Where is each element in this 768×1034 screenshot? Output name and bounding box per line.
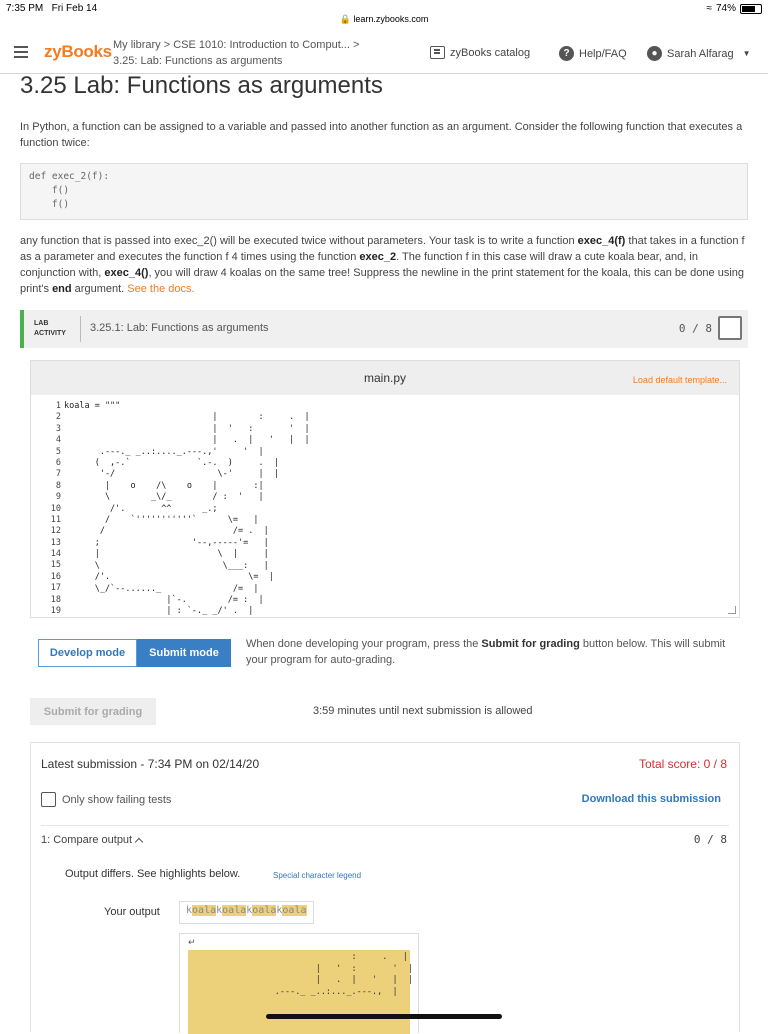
line-number: 17 — [50, 583, 61, 594]
user-icon: ● — [647, 46, 662, 61]
zybooks-logo[interactable]: zyBooks — [44, 42, 112, 61]
status-bar — [0, 0, 768, 14]
divider — [41, 825, 729, 826]
only-failing-toggle[interactable] — [41, 792, 171, 807]
line-number: 12 — [50, 526, 61, 537]
wifi-icon: ≈ — [706, 3, 712, 14]
chevron-up-icon — [135, 837, 143, 845]
submission-countdown: 3:59 minutes until next submission is allowed — [313, 705, 533, 717]
test-name: 1: Compare output — [41, 834, 133, 846]
lab-activity-header — [20, 310, 748, 348]
output-segment: oala — [282, 905, 307, 916]
line-number: 3 — [55, 423, 61, 434]
output-segment: k — [216, 905, 223, 916]
output-segment: k — [246, 905, 253, 916]
url-bar[interactable]: 🔒 learn.zybooks.com — [339, 14, 429, 24]
code-input[interactable] — [64, 401, 734, 617]
catalog-label: zyBooks catalog — [450, 46, 531, 59]
line-number: 4 — [55, 435, 61, 446]
download-submission-link[interactable]: Download this submission — [581, 793, 721, 805]
lab-score: 0 / 8 — [678, 322, 712, 335]
help-label: Help/FAQ — [579, 47, 627, 60]
line-number: 13 — [50, 537, 61, 548]
line-number: 9 — [55, 492, 61, 503]
code-sample: def exec_2(f): f() f() — [20, 163, 748, 220]
resize-handle[interactable] — [728, 606, 736, 614]
output-segment: k — [186, 905, 193, 916]
line-number: 19 — [50, 606, 61, 617]
battery-fill — [742, 6, 755, 12]
chevron-down-icon: ▼ — [742, 49, 751, 58]
code-text: koala = """ | : . | | ' : ' | | . | ' | | .---._ _..:...._.---.,' ' | ( ,-.` `.-. ) . | '-/ \-' | | | o /\ o | :| \ _\/_ / : ' | /'. ^^ _.; / `'''''''''''` \= | / /= . | ; '--,-----'= | | \ | | \ \___: | /'. \= | \_/`--......_ /= | |`-. /= : | | : `-._ _/' . | — [64, 401, 310, 617]
status-time: 7:35 PM Fri Feb 14 — [6, 3, 98, 14]
line-numbers — [31, 401, 61, 617]
help-icon: ? — [559, 46, 574, 61]
test-score: 0 / 8 — [693, 833, 727, 846]
submit-for-grading-button[interactable]: Submit for grading — [30, 698, 156, 725]
mode-help-text: When done developing your program, press the Submit for grading button below. This will submit your program for auto-grading. — [246, 638, 726, 666]
results-panel — [30, 742, 740, 1032]
line-number: 18 — [50, 594, 61, 605]
line-number: 11 — [50, 514, 61, 525]
develop-mode-button[interactable]: Develop mode — [38, 639, 137, 667]
user-name: Sarah Alfarag — [667, 47, 734, 60]
lab-name: 3.25.1: Lab: Functions as arguments — [90, 322, 269, 334]
top-nav — [0, 32, 768, 74]
line-number: 10 — [50, 503, 61, 514]
output-differs-text: Output differs. See highlights below. — [65, 868, 241, 880]
special-character-legend-link[interactable]: Special character legend — [273, 871, 362, 880]
line-number: 2 — [55, 412, 61, 423]
url-text: learn.zybooks.com — [353, 14, 429, 24]
submit-mode-button[interactable]: Submit mode — [137, 639, 231, 667]
lab-activity-tag: LAB ACTIVITY — [34, 320, 66, 337]
editor-filename: main.py — [363, 371, 407, 385]
breadcrumb-section[interactable]: 3.25: Lab: Functions as arguments — [113, 55, 283, 67]
line-number: 14 — [50, 549, 61, 560]
divider — [80, 316, 81, 342]
line-number: 1 — [55, 401, 61, 411]
line-number: 5 — [55, 446, 61, 457]
newline-marker-icon: ↵ — [188, 937, 196, 947]
your-output-label: Your output — [104, 906, 160, 918]
battery-percent: 74% — [715, 3, 736, 14]
catalog-icon — [430, 46, 445, 59]
line-number: 8 — [55, 480, 61, 491]
only-failing-checkbox[interactable] — [41, 792, 56, 807]
output-text: : . | | ' : ' | | . | ' | | .---._ _..:..._.---., | — [274, 952, 413, 997]
instructions-text: any function that is passed into exec_2() will be executed twice without parameters. Your task is to write a function exec_4(f) that takes in a function f as a parameter and executes the function f 4 times using the function exec_2. The function f in this case will draw a cute koala bear, and, in conjunction with, exec_4(), you will draw 4 koalas on the same tree! Suppress the newline in the print statement for the koala, this can be done using print's end argument. See the docs. — [20, 235, 745, 295]
battery-icon — [740, 4, 762, 14]
line-number: 15 — [50, 560, 61, 571]
intro-text: In Python, a function can be assigned to a variable and passed into another function as an argument. Consider the following function that executes a function twice: — [20, 121, 743, 149]
mode-toggle — [38, 639, 231, 667]
catalog-link[interactable] — [430, 46, 530, 59]
docs-link[interactable]: See the docs. — [127, 283, 195, 295]
output-highlight — [188, 950, 413, 1034]
status-indicators — [706, 3, 762, 14]
latest-submission: Latest submission - 7:34 PM on 02/14/20 — [41, 757, 260, 771]
load-template-link[interactable]: Load default template... — [632, 375, 727, 385]
only-failing-label: Only show failing tests — [62, 793, 172, 806]
line-number: 6 — [55, 457, 61, 468]
output-segment: k — [276, 905, 283, 916]
editor-header — [31, 361, 739, 395]
help-link[interactable] — [559, 46, 627, 61]
output-segment: oala — [192, 905, 217, 916]
line-number: 7 — [55, 469, 61, 480]
line-number: 16 — [50, 571, 61, 582]
your-output-line — [179, 901, 314, 924]
menu-icon[interactable] — [14, 46, 28, 61]
home-indicator[interactable] — [266, 1014, 502, 1019]
breadcrumb[interactable]: My library > CSE 1010: Introduction to Comput... > — [113, 39, 360, 51]
output-segment: oala — [252, 905, 277, 916]
page-title: 3.25 Lab: Functions as arguments — [20, 72, 383, 99]
user-menu[interactable] — [647, 46, 751, 61]
completion-checkbox — [718, 316, 742, 340]
output-segment: oala — [222, 905, 247, 916]
total-score: Total score: 0 / 8 — [638, 757, 727, 771]
code-editor — [30, 360, 740, 618]
test-compare-output[interactable] — [41, 834, 142, 846]
